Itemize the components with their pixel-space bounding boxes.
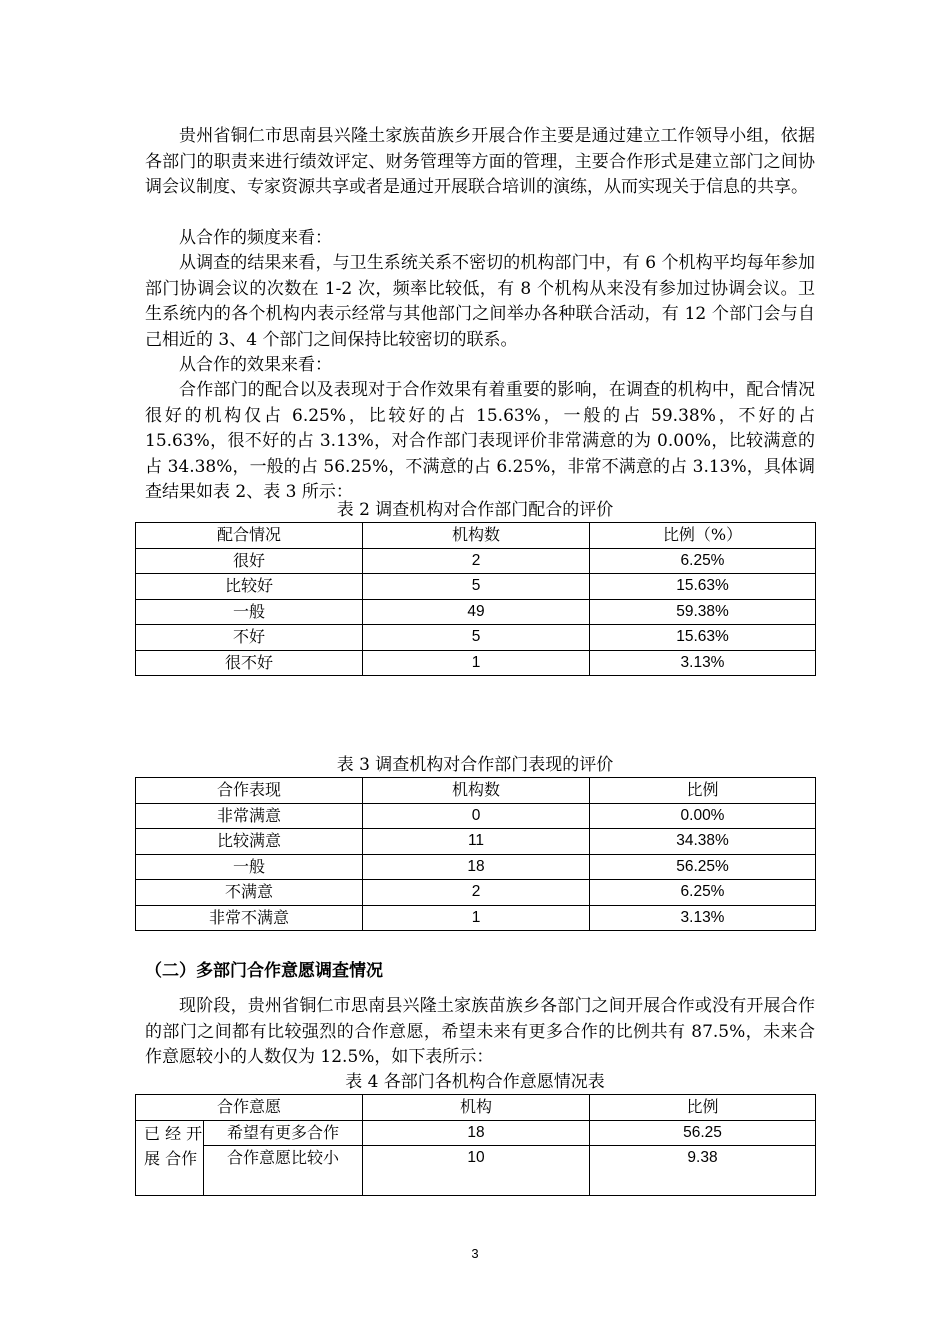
table-row xyxy=(136,854,816,880)
section-heading: （二）多部门合作意愿调查情况 xyxy=(145,961,383,981)
table-header-cell: 机构 xyxy=(363,1095,590,1121)
table4-caption: 表 4 各部门各机构合作意愿情况表 xyxy=(345,1072,605,1092)
table-cell: 3.13% xyxy=(590,905,816,931)
paragraph-cooperation-mode: 贵州省铜仁市思南县兴隆土家族苗族乡开展合作主要是通过建立工作领导小组，依据各部门的职责来进行绩效评定、财务管理等方面的管理，主要合作形式是建立部门之间协调会议制度、专家资源共享或者是通过开展联合培训的演练，从而实现关于信息的共享。 xyxy=(145,126,815,197)
table-cell: 一般 xyxy=(136,599,363,625)
paragraph-effect-results: 合作部门的配合以及表现对于合作效果有着重要的影响，在调查的机构中，配合情况很好的机构仅占 6.25%，比较好的占 15.63%，一般的占 59.38%，不好的占 15.63%，很不好的占 3.13%，对合作部门表现评价非常满意的为 0.00%，比较满意的占 34.38%，一般的占 56.25%，不满意的占 6.25%，非常不满意的占 3.13%，具体调查结果如表 2、表 3 所示： xyxy=(145,380,815,502)
paragraph-willingness: 现阶段，贵州省铜仁市思南县兴隆土家族苗族乡各部门之间开展合作或没有开展合作的部门之间都有比较强烈的合作意愿，希望未来有更多合作的比例共有 87.5%，未来合作意愿较小的人数仅为 12.5%，如下表所示： xyxy=(145,996,815,1067)
table-cell: 1 xyxy=(363,905,590,931)
table-row xyxy=(136,599,816,625)
table-header-cell: 机构数 xyxy=(363,778,590,804)
table-header-cell: 配合情况 xyxy=(136,523,363,549)
table-row xyxy=(136,574,816,600)
table-row xyxy=(136,548,816,574)
table-cell: 56.25 xyxy=(590,1120,816,1146)
page-number: 3 xyxy=(471,1246,479,1261)
table-header-row xyxy=(136,1095,816,1121)
table-row xyxy=(136,1120,816,1146)
table-cell: 6.25% xyxy=(590,548,816,574)
table-cell: 比较好 xyxy=(136,574,363,600)
table-cell: 2 xyxy=(363,548,590,574)
table-row xyxy=(136,625,816,651)
table-cell: 5 xyxy=(363,574,590,600)
paragraph-effect-heading: 从合作的效果来看： xyxy=(179,355,332,375)
table-cell: 34.38% xyxy=(590,829,816,855)
table-cell: 6.25% xyxy=(590,880,816,906)
table-group-cell: 已 经 开 展 合作 xyxy=(136,1120,204,1196)
table-cell: 一般 xyxy=(136,854,363,880)
table-cell: 15.63% xyxy=(590,625,816,651)
table-row xyxy=(136,905,816,931)
table-cell: 3.13% xyxy=(590,650,816,676)
table-cell: 非常满意 xyxy=(136,803,363,829)
table-cell: 18 xyxy=(363,1120,590,1146)
table3-caption: 表 3 调查机构对合作部门表现的评价 xyxy=(336,755,614,775)
table-cell: 希望有更多合作 xyxy=(204,1120,363,1146)
table-cell: 比较满意 xyxy=(136,829,363,855)
table4 xyxy=(135,1094,816,1196)
table-header-row xyxy=(136,523,816,549)
table-cell: 不满意 xyxy=(136,880,363,906)
table-cell: 56.25% xyxy=(590,854,816,880)
table-row xyxy=(136,803,816,829)
table-header-cell: 比例（%） xyxy=(590,523,816,549)
table-cell: 49 xyxy=(363,599,590,625)
table-row xyxy=(136,880,816,906)
table-cell: 10 xyxy=(363,1146,590,1196)
table-cell: 合作意愿比较小 xyxy=(204,1146,363,1196)
table-cell: 18 xyxy=(363,854,590,880)
table-cell: 9.38 xyxy=(590,1146,816,1196)
table-cell: 2 xyxy=(363,880,590,906)
table-cell: 1 xyxy=(363,650,590,676)
table-cell: 很好 xyxy=(136,548,363,574)
table2-caption: 表 2 调查机构对合作部门配合的评价 xyxy=(336,500,614,520)
table-cell: 0 xyxy=(363,803,590,829)
table-cell: 59.38% xyxy=(590,599,816,625)
table-header-cell: 比例 xyxy=(590,778,816,804)
table-cell: 不好 xyxy=(136,625,363,651)
table-cell: 很不好 xyxy=(136,650,363,676)
table2 xyxy=(135,522,816,676)
paragraph-frequency-heading: 从合作的频度来看： xyxy=(179,228,332,248)
table-cell: 5 xyxy=(363,625,590,651)
table-cell: 11 xyxy=(363,829,590,855)
table-cell: 15.63% xyxy=(590,574,816,600)
table-row xyxy=(136,829,816,855)
table-header-cell: 合作意愿 xyxy=(136,1095,363,1121)
table-row xyxy=(136,1146,816,1196)
paragraph-frequency-results: 从调查的结果来看，与卫生系统关系不密切的机构部门中，有 6 个机构平均每年参加部门协调会议的次数在 1-2 次，频率比较低，有 8 个机构从来没有参加过协调会议。卫生系统内的各个机构内表示经常与其他部门之间举办各种联合活动，有 12 个部门会与自己相近的 3、4 个部门之间保持比较密切的联系。 xyxy=(145,253,815,350)
table-header-cell: 比例 xyxy=(590,1095,816,1121)
table-cell: 0.00% xyxy=(590,803,816,829)
table-cell: 非常不满意 xyxy=(136,905,363,931)
table-header-row xyxy=(136,778,816,804)
table-row xyxy=(136,650,816,676)
table3 xyxy=(135,777,816,931)
table-header-cell: 合作表现 xyxy=(136,778,363,804)
table-header-cell: 机构数 xyxy=(363,523,590,549)
